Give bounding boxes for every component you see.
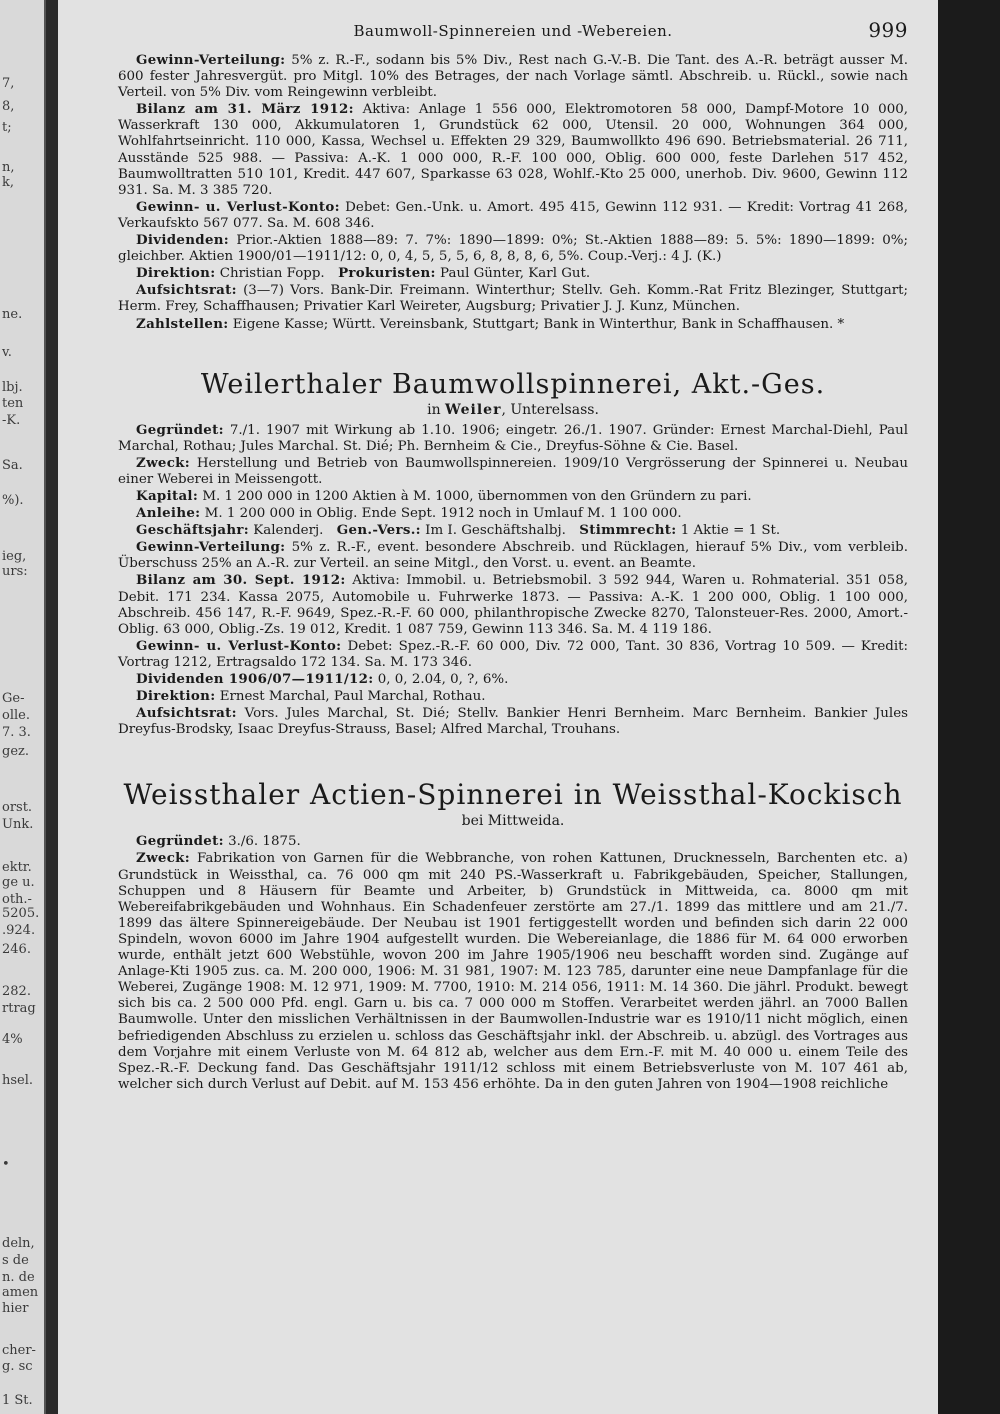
field-label: Zweck: (136, 850, 190, 867)
company-title-weilerthaler: Weilerthaler Baumwollspinnerei, Akt.-Ges. (200, 368, 826, 400)
field-label: Direktion: (136, 688, 216, 705)
margin-fragment: g. sc (2, 1358, 33, 1374)
section-continued-entry (118, 52, 908, 333)
field-text: Prior.-Aktien 1888—89: 7. 7%: 1890—1899: 0%; St.-Aktien 1888—89: 5. 5%: 1890—1899: 0%; gleichber. Aktien 1900/01—1911/12: 0, 0, 4, 5, 5, 5, 6, 8, 8, 8, 6, 5%. Coup.-Verj.: 4 J. (K.) (118, 233, 908, 265)
field-text: M. 1 200 000 in 1200 Aktien à M. 1000, übernommen von den Gründern zu pari. (198, 488, 752, 504)
weilerthaler-entry (118, 422, 908, 739)
entry-paragraph (118, 638, 908, 671)
entry-paragraph (118, 422, 908, 455)
field-text: 0, 0, 2.04, 0, ?, 6%. (373, 672, 509, 687)
entry-paragraph (118, 522, 908, 539)
margin-fragment: gez. (2, 743, 29, 759)
field-text: 3./6. 1875. (223, 834, 301, 850)
margin-fragment: ne. (2, 306, 23, 322)
field-text: Im I. Geschäftshalbj. (420, 523, 566, 539)
field-text: 7./1. 1907 mit Wirkung ab 1.10. 1906; eingetr. 26./1. 1907. Gründer: Ernest Marchal-Diehl, Paul Marchal, Rothau; Jules Marchal. St. Dié; Ph. Bernheim & Cie., Dreyfus-Söhne & Cie. Basel. (118, 422, 908, 454)
field-label: Gewinn-Verteilung: (136, 52, 286, 68)
field-text: Christian Fopp. (215, 266, 325, 282)
entry-paragraph (118, 316, 908, 333)
margin-fragment: n. de (2, 1269, 35, 1285)
margin-fragment: Ge- (2, 691, 25, 707)
field-label: Gegründet: (136, 833, 224, 850)
entry-paragraph (118, 101, 908, 199)
entry-paragraph (118, 52, 908, 101)
entry-paragraph (118, 671, 908, 688)
margin-fragment: 5205. (2, 906, 40, 922)
field-text: Vors. Jules Marchal, St. Dié; Stellv. Bankier Henri Bernheim. Marc Bernheim. Bankier Jules Dreyfus-Brodsky, Isaac Dreyfus-Strauss, Basel; Alfred Marchal, Trouhans. (118, 706, 908, 738)
field-text: 1 Aktie = 1 St. (676, 523, 781, 539)
margin-fragment: lbj. (2, 380, 23, 396)
page-header (118, 18, 908, 52)
margin-fragment: 7. 3. (2, 725, 31, 741)
adjacent-page-strip (0, 0, 46, 1414)
page-number: 999 (868, 18, 908, 42)
field-text: M. 1 200 000 in Oblig. Ende Sept. 1912 noch in Umlauf M. 1 100 000. (200, 506, 682, 522)
running-title: Baumwoll-Spinnereien und -Webereien. (353, 22, 673, 40)
margin-fragment: orst. (2, 800, 33, 816)
field-label: Prokuristen: (338, 265, 436, 282)
field-label: Dividenden: (136, 232, 230, 249)
margin-fragment: cher- (2, 1343, 36, 1359)
margin-fragment: 246. (2, 941, 31, 957)
margin-fragment: .924. (2, 923, 36, 939)
entry-paragraph (118, 232, 908, 265)
field-label: Kapital: (136, 487, 199, 504)
company-location-weiler: in Weiler, Unterelsass. (427, 401, 599, 418)
entry-paragraph (118, 705, 908, 738)
field-text: Eigene Kasse; Württ. Vereinsbank, Stuttgart; Bank in Winterthur, Bank in Schaffhausen. * (228, 316, 845, 332)
field-text: Aktiva: Immobil. u. Betriebsmobil. 3 592 944, Waren u. Rohmaterial. 351 058, Debit. 171 234. Kassa 2075, Automobile u. Fuhrwerke 1873. — Passiva: A.-K. 1 200 000, Oblig. 1 100 000, Abschreib. 456 147, R.-F. 9649, Spez.-R.-F. 60 000, philanthropische Zwecke 8270, Talonsteuer-Res. 2000, Amort.-Oblig. 63 000, Oblig.-Zs. 19 012, Kredit. 1 087 759, Gewinn 113 346. Sa. M. 4 119 186. (118, 573, 908, 637)
margin-fragment: • (2, 1156, 10, 1172)
margin-fragment: 4% (2, 1032, 23, 1048)
field-text: Paul Günter, Karl Gut. (435, 266, 591, 282)
margin-fragment: olle. (2, 708, 30, 724)
field-label: Anleihe: (136, 505, 201, 522)
entry-paragraph (118, 688, 908, 705)
margin-fragment: t; (2, 120, 12, 136)
margin-fragment: 8, (2, 98, 15, 114)
margin-fragment: urs: (2, 564, 28, 580)
entry-paragraph (118, 850, 908, 1092)
field-label: Direktion: (136, 265, 216, 282)
entry-paragraph (118, 833, 908, 850)
margin-fragment: n, (2, 159, 15, 175)
margin-fragment: Unk. (2, 817, 34, 833)
field-text: (3—7) Vors. Bank-Dir. Freimann. Winterthur; Stellv. Geh. Komm.-Rat Fritz Blezinger, Stuttgart; Herm. Frey, Schaffhausen; Privatier Karl Weireter, Augsburg; Privatier J. J. Kunz, München. (118, 283, 908, 315)
field-label: Gewinn-Verteilung: (136, 539, 286, 556)
field-text: Ernest Marchal, Paul Marchal, Rothau. (215, 689, 486, 705)
field-text: 5% z. R.-F., sodann bis 5% Div., Rest nach G.-V.-B. Die Tant. des A.-R. beträgt ausser M. 600 fester Jahresvergüt. pro Mitgl. 10% des Betrages, der nach Vorlage sämtl. Abschreib. u. Rückl., sowie nach Verteil. von 5% Div. vom Reingewinn verbleibt. (118, 53, 908, 101)
margin-fragment: hsel. (2, 1073, 34, 1089)
margin-fragment: k, (2, 175, 15, 191)
field-text: Aktiva: Anlage 1 556 000, Elektromotoren 58 000, Dampf-Motore 10 000, Wasserkraft 130 000, Akkumulatoren 1, Grundstück 62 000, Utensil. 20 000, Wohnungen 364 000, Wohlfahrtseinricht. 110 000, Kassa, Wechsel u. Effekten 29 329, Baumwollkto 496 690. Betriebsmaterial. 26 711, Ausstände 525 988. — Passiva: A.-K. 1 000 000, R.-F. 100 000, Oblig. 600 000, feste Darlehen 517 452, Baumwolltratten 510 101, Kredit. 447 607, Sparkasse 63 028, Wohlf.-Kto 25 000, unerhob. Div. 9600, Gewinn 112 931. Sa. M. 3 385 720. (118, 102, 908, 198)
margin-fragment: -K. (2, 412, 21, 428)
field-label: Aufsichtsrat: (136, 282, 237, 299)
entry-paragraph (118, 282, 908, 315)
document-page (58, 0, 938, 1414)
margin-fragment: amen (2, 1285, 39, 1301)
field-label: Zahlstellen: (136, 315, 229, 332)
margin-fragment: 282. (2, 984, 31, 1000)
margin-fragment: hier (2, 1300, 29, 1316)
margin-fragment: 7, (2, 76, 15, 92)
margin-fragment: rtrag (2, 1001, 36, 1017)
margin-fragment: ieg, (2, 548, 27, 564)
field-text: Kalenderj. (249, 523, 324, 539)
entry-paragraph (118, 505, 908, 522)
field-label: Bilanz am 30. Sept. 1912: (136, 572, 346, 589)
margin-fragment: ge u. (2, 875, 35, 891)
entry-paragraph (118, 455, 908, 488)
field-label: Gen.-Vers.: (336, 522, 421, 539)
margin-fragment: deln, (2, 1235, 35, 1251)
margin-fragment: Sa. (2, 458, 23, 474)
company-location-mittweida: bei Mittweida. (461, 813, 565, 830)
entry-paragraph (118, 572, 908, 637)
field-label: Gewinn- u. Verlust-Konto: (136, 637, 342, 654)
entry-paragraph (118, 539, 908, 572)
field-label: Aufsichtsrat: (136, 705, 237, 722)
field-label: Bilanz am 31. März 1912: (136, 101, 354, 118)
margin-fragment: ektr. (2, 859, 32, 875)
margin-fragment: 1 St. (2, 1392, 33, 1408)
margin-fragment: s de (2, 1252, 29, 1268)
entry-paragraph (118, 199, 908, 232)
field-label: Geschäftsjahr: (136, 522, 249, 539)
weissthaler-entry (118, 833, 908, 1093)
field-label: Stimmrecht: (579, 522, 677, 539)
field-label: Gewinn- u. Verlust-Konto: (136, 198, 340, 215)
field-text: Debet: Spez.-R.-F. 60 000, Div. 72 000, Tant. 30 836, Vortrag 10 509. — Kredit: Vortrag 1212, Ertragsaldo 172 134. Sa. M. 173 346. (118, 638, 908, 670)
margin-fragment: v. (2, 345, 12, 361)
company-title-weissthaler: Weissthaler Actien-Spinnerei in Weissthal-Kockisch (123, 778, 903, 812)
margin-fragment: oth.- (2, 892, 32, 908)
field-text: Herstellung und Betrieb von Baumwollspinnereien. 1909/10 Vergrösserung der Spinnerei u. Neubau einer Weberei in Meissengott. (118, 455, 908, 487)
book-gutter (46, 0, 58, 1414)
field-label: Zweck: (136, 454, 190, 471)
margin-fragment: ten (2, 395, 24, 411)
field-label: Dividenden 1906/07—1911/12: (136, 671, 374, 687)
field-text: 5% z. R.-F., event. besondere Abschreib. und Rücklagen, hierauf 5% Div., vom verbleib. Überschuss 25% an A.-R. zur Verteil. an seine Mitgl., den Vorst. u. event. an Beamte. (118, 540, 908, 572)
entry-paragraph (118, 265, 908, 282)
entry-paragraph (118, 488, 908, 505)
scan-edge (938, 0, 1000, 1414)
field-label: Gegründet: (136, 421, 224, 438)
field-text: Debet: Gen.-Unk. u. Amort. 495 415, Gewinn 112 931. — Kredit: Vortrag 41 268, Verkaufskto 567 077. Sa. M. 608 346. (118, 199, 908, 231)
field-text: Fabrikation von Garnen für die Webbranche, von rohen Kattunen, Drucknesseln, Barchenten etc. a) Grundstück in Weissthal, ca. 76 000 qm mit 240 PS.-Wasserkraft u. Fabrikgebäuden, Speicher, Stallungen, Schuppen und 8 Häusern für Beamte und Arbeiter, b) Grundstück in Mittweida, ca. 8000 qm mit Webereifabrikgebäuden und Wohnhaus. Ein Schadenfeuer zerstörte am 27./1. 1899 das mittlere und am 21./7. 1899 das ältere Spinnereigebäude. Der Neubau ist 1901 fertiggestellt worden und befinden sich darin 22 000 Spindeln, wovon 6000 im Jahre 1904 aufgestellt wurden. Die Webereianlage, die 1886 für M. 64 000 erworben wurde, enthält jetzt 600 Webstühle, wovon 200 im Jahre 1905/1906 neu beschafft worden sind. Zugänge auf Anlage-Kti 1905 zus. ca. M. 200 000, 1906: M. 31 981, 1907: M. 123 785, darunter eine neue Dampfanlage für die Weberei, Zugänge 1908: M. 12 971, 1909: M. 7700, 1910: M. 214 056, 1911: M. 14 360. Die jährl. Produkt. bewegt sich bis ca. 2 500 000 Pfd. engl. Garn u. bis ca. 7 000 000 m Stoffen. Verarbeitet werden jährl. an 7000 Ballen Baumwolle. Unter den misslichen Verhältnissen in der Baumwollen-Industrie war es 1910/11 nicht möglich, einen befriedigenden Abschluss zu erzielen u. schloss das Geschäftsjahr inkl. der Abschreib. u. abzügl. des Vortrages aus dem Vorjahre mit einem Verluste von M. 64 812 ab, welcher aus dem Ern.-F. mit M. 40 000 u. einem Teile des Spez.-R.-F. Deckung fand. Das Geschäftsjahr 1911/12 schloss mit einem Betriebsverluste von M. 107 461 ab, welcher sich durch Verlust auf Debit. auf M. 153 456 erhöhte. Da in den guten Jahren von 1904—1908 reichliche (118, 851, 908, 1092)
margin-fragment: %). (2, 493, 24, 509)
